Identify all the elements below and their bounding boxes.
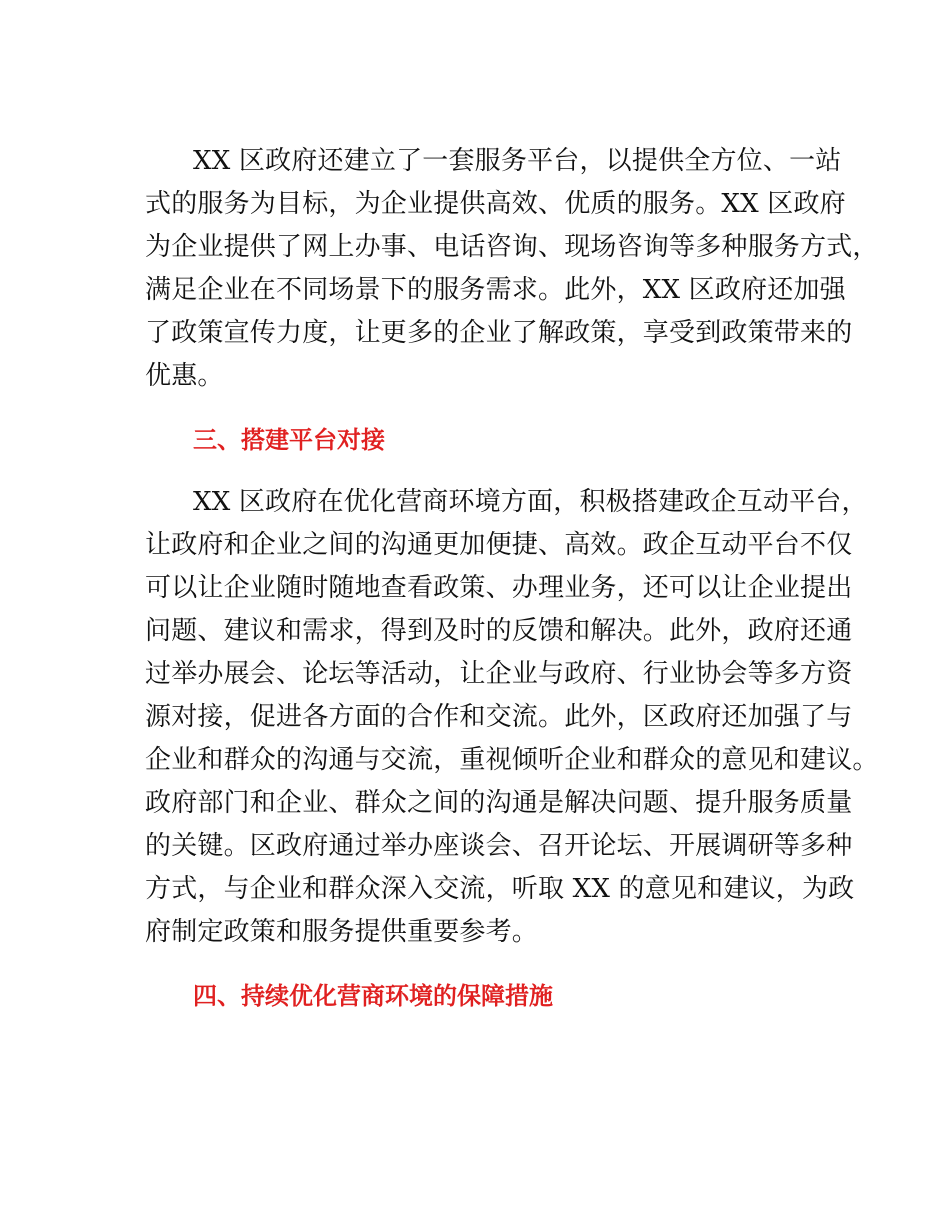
paragraph-line: 企业和群众的沟通与交流，重视倾听企业和群众的意见和建议。: [145, 745, 879, 775]
paragraph-line: 源对接，促进各方面的合作和交流。此外，区政府还加强了与: [145, 702, 853, 732]
paragraph-line: XX 区政府还建立了一套服务平台，以提供全方位、一站: [193, 146, 842, 176]
paragraph-line: 让政府和企业之间的沟通更加便捷、高效。政企互动平台不仅: [145, 530, 853, 560]
paragraph-line: 的关键。区政府通过举办座谈会、召开论坛、开展调研等多种: [145, 831, 853, 861]
paragraph-line: 方式，与企业和群众深入交流，听取 XX 的意见和建议，为政: [145, 874, 855, 904]
paragraph-line: 满足企业在不同场景下的服务需求。此外，XX 区政府还加强: [145, 275, 846, 305]
paragraph-line: 为企业提供了网上办事、电话咨询、现场咨询等多种服务方式，: [145, 232, 879, 262]
paragraph-line: 过举办展会、论坛等活动，让企业与政府、行业协会等多方资: [145, 659, 853, 689]
paragraph-line: 了政策宣传力度，让更多的企业了解政策，享受到政策带来的: [145, 318, 853, 348]
section-heading-platform: 三、搭建平台对接: [193, 426, 385, 454]
paragraph-line: 问题、建议和需求，得到及时的反馈和解决。此外，政府还通: [145, 616, 853, 646]
paragraph-line: XX 区政府在优化营商环境方面，积极搭建政企互动平台，: [193, 487, 868, 517]
section-heading-safeguards: 四、持续优化营商环境的保障措施: [193, 982, 553, 1010]
paragraph-line: 府制定政策和服务提供重要参考。: [145, 917, 539, 947]
paragraph-line: 式的服务为目标，为企业提供高效、优质的服务。XX 区政府: [145, 189, 846, 219]
paragraph-line: 政府部门和企业、群众之间的沟通是解决问题、提升服务质量: [145, 788, 853, 818]
paragraph-line: 可以让企业随时随地查看政策、办理业务，还可以让企业提出: [145, 573, 853, 603]
paragraph-line: 优惠。: [145, 361, 224, 391]
